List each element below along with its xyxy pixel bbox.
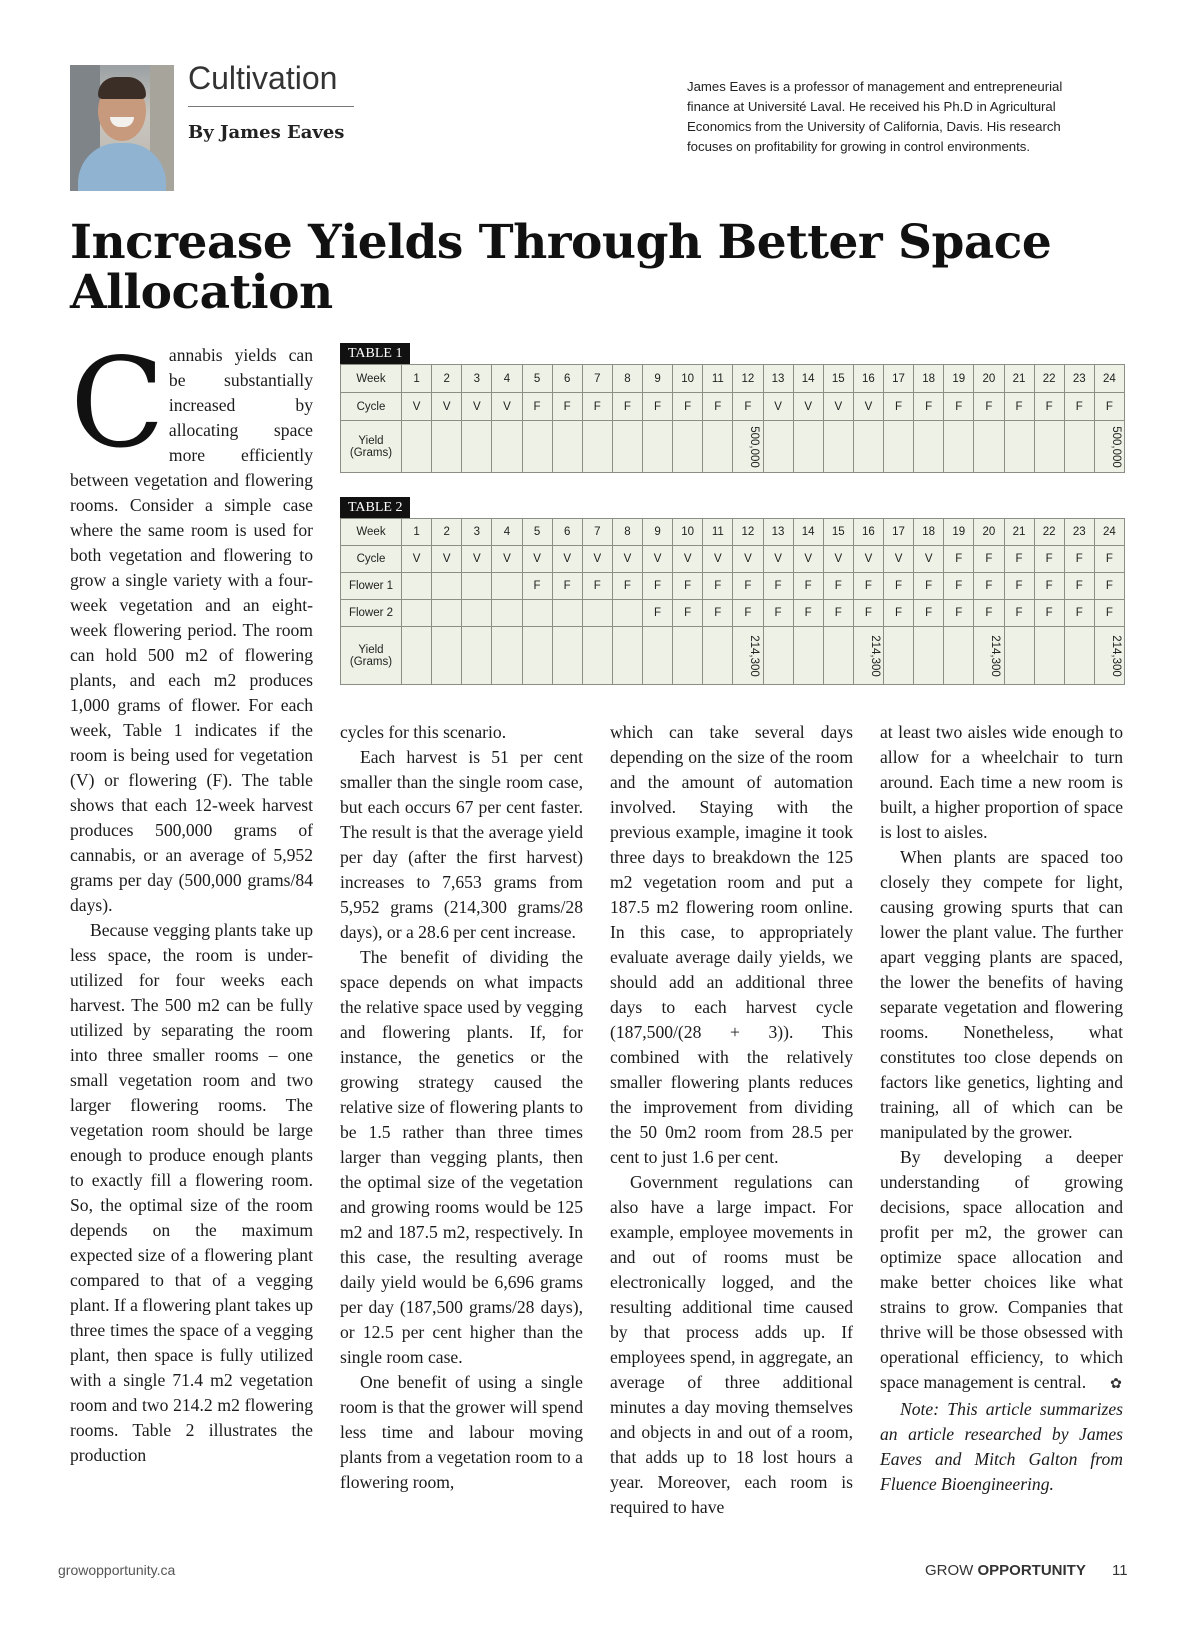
row-label-week: Week (341, 519, 402, 546)
table-cell: F (552, 393, 582, 421)
table-cell: 17 (884, 365, 914, 393)
table-cell: F (612, 393, 642, 421)
table-cell: 17 (884, 519, 914, 546)
yield-value: 214,300 (1109, 634, 1122, 677)
table-cell (432, 600, 462, 627)
table-cell: V (914, 546, 944, 573)
table-cell: V (853, 546, 883, 573)
table-cell (884, 421, 914, 473)
table-cell: 1 (402, 519, 432, 546)
article-column-1 (70, 332, 313, 1468)
table-cell: 21 (1004, 519, 1034, 546)
table-cell (914, 421, 944, 473)
table-cell: F (1094, 393, 1124, 421)
article-paragraph: at least two aisles wide enough to allow for a wheelchair to turn around. Each time a new room is built, a higher proportion of space is lost to aisles. (880, 722, 1123, 842)
table-cell: V (402, 546, 432, 573)
article-paragraph: Government regulations can also have a large impact. For example, employee movements in and out of rooms must be electronically logged, and the resulting additional time caused by that process adds up. If employees spend, in aggregate, an average of three additional minutes a day moving themselves and objects in and out of a room, that adds up to 18 lost hours a year. Moreover, each room is required to have (610, 1172, 853, 1517)
table-cell: F (1094, 573, 1124, 600)
table-cell: 23 (1064, 365, 1094, 393)
table-cell: 8 (612, 519, 642, 546)
table-cell (522, 600, 552, 627)
table-cell (552, 421, 582, 473)
table-cell: V (703, 546, 733, 573)
table-cell: 9 (643, 519, 673, 546)
table-cell: V (733, 546, 763, 573)
table-cell: F (884, 600, 914, 627)
table-cell: F (974, 600, 1004, 627)
table-cell (763, 627, 793, 685)
table-cell: F (673, 393, 703, 421)
table-cell (492, 600, 522, 627)
table-cell: F (1004, 393, 1034, 421)
table-cell: 16 (853, 365, 883, 393)
table-cell (733, 421, 763, 473)
table-cell: F (1064, 573, 1094, 600)
table-cell: F (643, 393, 673, 421)
table-cell: F (763, 600, 793, 627)
table-cell: F (733, 393, 763, 421)
article-paragraph: which can take several days depending on the size of the room and the amount of automation involved. Staying with the previous example, imagine it took three days to breakdown the 125 m2 vegetation room and put a 187.5 m2 flowering room online. In this case, to appropriately evaluate average daily yields, we should add an additional three days to each harvest cycle (187,500/(28 + 3)). This combined with the relatively smaller flowering plants reduces the improvement from dividing the 50 0m2 room from 28.5 per cent to just 1.6 per cent. (610, 722, 853, 1167)
table-cell: F (1004, 600, 1034, 627)
article-note: Note: This article summarizes an article researched by James Eaves and Mitch Galton from Fluence Bioengineering. (880, 1399, 1123, 1494)
table-cell: 14 (793, 519, 823, 546)
table-cell: V (552, 546, 582, 573)
table-cell (492, 421, 522, 473)
table-cell (582, 627, 612, 685)
drop-cap: C (70, 332, 165, 476)
table-cell: V (673, 546, 703, 573)
table-cell: F (823, 573, 853, 600)
table-cell (582, 600, 612, 627)
table-cell: F (884, 393, 914, 421)
table-cell (823, 421, 853, 473)
table-cell: F (1034, 393, 1064, 421)
article-paragraph: One benefit of using a single room is that the grower will spend less time and labour moving plants from a vegetation room to a flowering room, (340, 1372, 583, 1492)
table-cell (1064, 421, 1094, 473)
table-cell: 20 (974, 365, 1004, 393)
table-cell: F (612, 573, 642, 600)
table-cell (1004, 421, 1034, 473)
table-cell: V (522, 546, 552, 573)
table-cell: V (793, 546, 823, 573)
row-label-yield: Yield (Grams) (341, 421, 402, 473)
row-label-flower-1: Flower 1 (341, 573, 402, 600)
table-cell: F (1004, 546, 1034, 573)
table-cell: 20 (974, 519, 1004, 546)
table-cell: 7 (582, 365, 612, 393)
table-cell: F (944, 600, 974, 627)
article-paragraph: Each harvest is 51 per cent smaller than the single room case, but each occurs 67 per cent faster. The result is that the average yield per day (after the first harvest) increases to 7,653 grams from 5,952 grams (214,300 grams/28 days), or a 28.6 per cent increase. (340, 747, 583, 942)
table-cell: V (612, 546, 642, 573)
table-cell: 11 (703, 519, 733, 546)
table-cell: F (944, 546, 974, 573)
article-paragraph: When plants are spaced too closely they compete for light, causing growing spurts that can lower the plant value. The further apart vegging plants are spaced, the lower the benefits of having separate vegetation and flowering rooms. Nonetheless, what constitutes too close depends on factors like genetics, lighting and training, all of which can be manipulated by the grower. (880, 847, 1123, 1142)
table-cell: F (884, 573, 914, 600)
table-cell: F (974, 393, 1004, 421)
table-cell: F (914, 600, 944, 627)
table-cell: V (432, 546, 462, 573)
table-cell: V (793, 393, 823, 421)
table-cell: V (884, 546, 914, 573)
table-cell: V (462, 393, 492, 421)
author-bio: James Eaves is a professor of management and entrepreneurial finance at Université Laval. He received his Ph.D in Agricultural Economics from the University of California, Davis. His research focuses on profitability for growing in control environments. (687, 79, 1063, 154)
table-row (341, 393, 1125, 421)
table-cell (492, 573, 522, 600)
table-cell (1004, 627, 1034, 685)
table-cell: 24 (1094, 519, 1124, 546)
table-row (341, 600, 1125, 627)
article-paragraph: Because vegging plants take up less space, the room is under-utilized for four weeks each harvest. The 500 m2 can be fully utilized by separating the room into three smaller rooms – one small vegetation room and two larger flowering rooms. The vegetation room should be large enough to produce enough plants to exactly fill a flowering room. So, the optimal size of the room depends on the maximum expected size of a flowering plant compared to that of a vegging plant. If a flowering plant takes up three times the space of a vegging plant, then space is fully utilized with a single 71.4 m2 vegetation room and two 214.2 m2 flowering rooms. Table 2 illustrates the production (70, 920, 313, 1465)
table-cell (462, 421, 492, 473)
table-cell: F (703, 393, 733, 421)
table-cell: F (703, 573, 733, 600)
yield-value: 214,300 (989, 634, 1002, 677)
table-cell: V (853, 393, 883, 421)
table-cell: 23 (1064, 519, 1094, 546)
yield-value: 214,300 (748, 634, 761, 677)
table-cell: F (733, 573, 763, 600)
table-cell: 4 (492, 365, 522, 393)
table-cell: F (1034, 600, 1064, 627)
table-cell (462, 600, 492, 627)
table-cell (612, 600, 642, 627)
table-cell: 18 (914, 365, 944, 393)
table-cell: F (1064, 600, 1094, 627)
table-cell (462, 573, 492, 600)
table-cell: F (522, 393, 552, 421)
table-cell: F (793, 573, 823, 600)
row-label-cycle: Cycle (341, 546, 402, 573)
row-label-yield: Yield (Grams) (341, 627, 402, 685)
table-cell (432, 573, 462, 600)
table-cell: V (462, 546, 492, 573)
table-cell (853, 421, 883, 473)
table-cell: 24 (1094, 365, 1124, 393)
table-row (341, 627, 1125, 685)
table-cell: F (733, 600, 763, 627)
table-cell: 21 (1004, 365, 1034, 393)
table-cell: F (703, 600, 733, 627)
table-cell: 22 (1034, 519, 1064, 546)
table-cell: V (763, 546, 793, 573)
table-cell: F (1064, 393, 1094, 421)
author-photo (70, 65, 174, 191)
table-cell (552, 627, 582, 685)
table-row (341, 365, 1125, 393)
table-cell (703, 627, 733, 685)
table-1-label: TABLE 1 (340, 343, 410, 364)
table-cell: V (492, 546, 522, 573)
article-column-2 (340, 720, 583, 1495)
table-2-label: TABLE 2 (340, 497, 410, 518)
table-cell: F (1064, 546, 1094, 573)
byline: By James Eaves (188, 122, 345, 143)
table-cell (944, 421, 974, 473)
table-cell: F (1094, 546, 1124, 573)
table-cell: 12 (733, 519, 763, 546)
footer-brand: GROW OPPORTUNITY (925, 1562, 1086, 1579)
article-column-4 (880, 720, 1123, 1497)
table-cell: 6 (552, 519, 582, 546)
table-cell: 2 (432, 519, 462, 546)
table-cell: 7 (582, 519, 612, 546)
table-cell: 10 (673, 519, 703, 546)
table-row (341, 421, 1125, 473)
table-cell: 14 (793, 365, 823, 393)
table-cell (552, 600, 582, 627)
table-2-grid (340, 518, 1125, 685)
footer-website: growopportunity.ca (58, 1562, 176, 1578)
table-cell: 19 (944, 365, 974, 393)
table-cell: F (944, 573, 974, 600)
cannabis-leaf-icon: ✿ (1110, 1377, 1122, 1392)
table-cell: F (914, 573, 944, 600)
table-cell (793, 421, 823, 473)
table-cell: F (974, 573, 1004, 600)
yield-value: 500,000 (748, 425, 761, 468)
table-cell: 4 (492, 519, 522, 546)
table-cell: F (793, 600, 823, 627)
table-cell (402, 421, 432, 473)
table-cell (612, 421, 642, 473)
table-cell: 11 (703, 365, 733, 393)
column-title: Cultivation (188, 60, 338, 96)
table-cell: V (432, 393, 462, 421)
table-cell: F (582, 573, 612, 600)
table-cell (884, 627, 914, 685)
table-cell: 1 (402, 365, 432, 393)
table-cell: F (1094, 600, 1124, 627)
table-cell (853, 627, 883, 685)
table-cell: 13 (763, 519, 793, 546)
table-cell (673, 421, 703, 473)
table-cell: 3 (462, 519, 492, 546)
table-cell (522, 421, 552, 473)
table-1-grid (340, 364, 1125, 473)
table-cell: F (853, 600, 883, 627)
table-cell: 12 (733, 365, 763, 393)
table-cell: 2 (432, 365, 462, 393)
table-cell (733, 627, 763, 685)
table-cell: 15 (823, 365, 853, 393)
table-cell (432, 627, 462, 685)
table-cell: V (763, 393, 793, 421)
table-cell (1094, 421, 1124, 473)
table-cell: F (1034, 573, 1064, 600)
article-headline: Increase Yields Through Better Space Allocation (70, 215, 1052, 320)
table-cell: F (643, 600, 673, 627)
table-cell: F (673, 600, 703, 627)
table-cell: V (582, 546, 612, 573)
table-cell (522, 627, 552, 685)
table-cell: 10 (673, 365, 703, 393)
article-paragraph: The benefit of dividing the space depends on what impacts the relative space used by vegging and flowering plants. If, for instance, the genetics or the growing strategy caused the relative size of flowering plants to be 1.5 rather than three times larger than vegging plants, then the optimal size of the vegetation and growing rooms would be 125 m2 and 187.5 m2, respectively. In this case, the resulting average daily yield would be 6,696 grams per day (187,500 grams/28 days), or 12.5 per cent higher than the single room case. (340, 947, 583, 1367)
table-cell: F (552, 573, 582, 600)
table-cell (914, 627, 944, 685)
table-cell: V (492, 393, 522, 421)
row-label-week: Week (341, 365, 402, 393)
table-cell (974, 627, 1004, 685)
table-cell: F (763, 573, 793, 600)
table-cell (1034, 421, 1064, 473)
table-cell (1094, 627, 1124, 685)
table-cell (944, 627, 974, 685)
page-number: 11 (1112, 1562, 1128, 1579)
table-cell (402, 573, 432, 600)
article-paragraph: Cannabis yields can be substantially increased by allocating space more efficiently between vegetation and flowering rooms. Consider a simple case where the same room is used for both vegetation and flowering to grow a single variety with a four-week vegetation and an eight-week flowering period. The room can hold 500 m2 of flowering plants, and each m2 produces 1,000 grams of flower. For each week, Table 1 indicates if the room is being used for vegetation (V) or flowering (F). The table shows that each 12-week harvest produces 500,000 grams of cannabis, or an average of 5,952 grams per day (500,000 grams/84 days). (70, 332, 313, 915)
table-cell (823, 627, 853, 685)
table-cell (703, 421, 733, 473)
table-cell: F (673, 573, 703, 600)
table-row (341, 573, 1125, 600)
row-label-cycle: Cycle (341, 393, 402, 421)
table-cell: F (853, 573, 883, 600)
table-cell (673, 627, 703, 685)
table-cell (1034, 627, 1064, 685)
table-cell: F (522, 573, 552, 600)
yield-value: 500,000 (1109, 425, 1122, 468)
table-cell: 22 (1034, 365, 1064, 393)
table-cell (1064, 627, 1094, 685)
table-cell: F (944, 393, 974, 421)
table-cell: F (1034, 546, 1064, 573)
table-cell (763, 421, 793, 473)
table-cell: 5 (522, 519, 552, 546)
table-cell (462, 627, 492, 685)
table-cell: 13 (763, 365, 793, 393)
table-cell: F (582, 393, 612, 421)
table-row (341, 546, 1125, 573)
table-row (341, 519, 1125, 546)
table-cell: 9 (643, 365, 673, 393)
table-cell (793, 627, 823, 685)
table-cell: V (823, 546, 853, 573)
table-cell: 3 (462, 365, 492, 393)
table-cell (643, 421, 673, 473)
table-cell: 6 (552, 365, 582, 393)
table-cell (432, 421, 462, 473)
table-cell: 8 (612, 365, 642, 393)
table-2 (340, 497, 1125, 685)
table-cell (492, 627, 522, 685)
table-cell (582, 421, 612, 473)
table-cell: F (823, 600, 853, 627)
table-cell: V (643, 546, 673, 573)
table-cell (402, 627, 432, 685)
table-cell: V (823, 393, 853, 421)
table-cell: F (1004, 573, 1034, 600)
yield-value: 214,300 (868, 634, 881, 677)
table-cell: F (974, 546, 1004, 573)
table-cell (643, 627, 673, 685)
table-cell: 5 (522, 365, 552, 393)
article-column-3 (610, 720, 853, 1520)
table-cell (612, 627, 642, 685)
table-cell: V (402, 393, 432, 421)
table-cell: F (914, 393, 944, 421)
table-cell: 19 (944, 519, 974, 546)
table-cell (974, 421, 1004, 473)
table-cell: F (643, 573, 673, 600)
table-cell: 18 (914, 519, 944, 546)
article-paragraph: cycles for this scenario. (340, 722, 507, 742)
title-divider (188, 106, 354, 107)
table-cell: 15 (823, 519, 853, 546)
table-cell (402, 600, 432, 627)
table-1 (340, 343, 1125, 473)
article-paragraph: By developing a deeper understanding of growing decisions, space allocation and profit per m2, the grower can optimize space allocation and make better choices like what strains to grow. Companies that thrive will be those obsessed with operational efficiency, to which space management is central. ✿ (880, 1145, 1123, 1397)
row-label-flower-2: Flower 2 (341, 600, 402, 627)
table-cell: 16 (853, 519, 883, 546)
